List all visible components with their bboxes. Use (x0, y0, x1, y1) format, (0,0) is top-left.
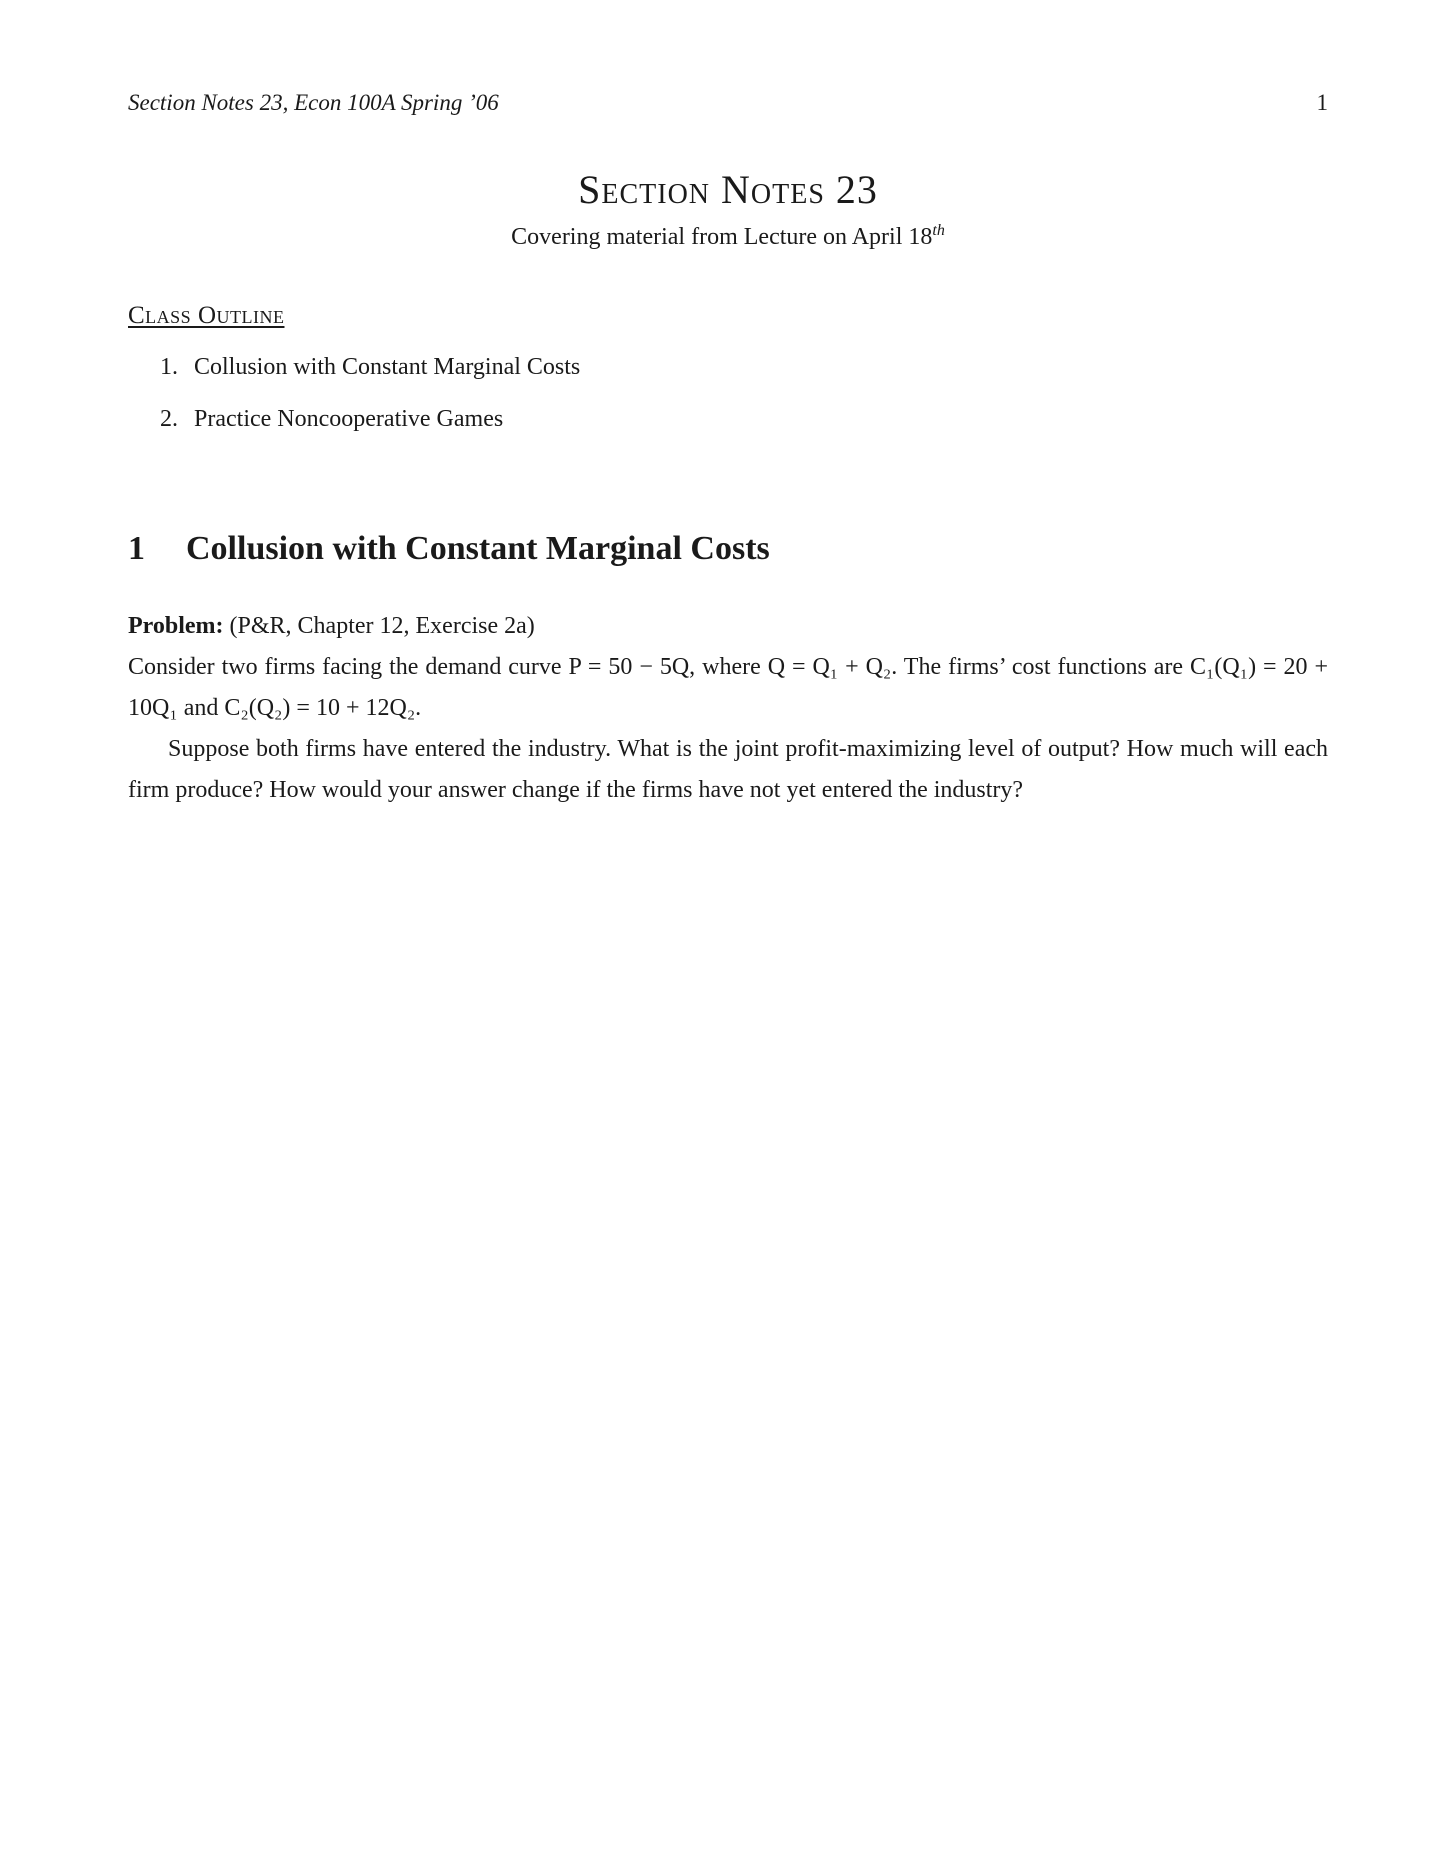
running-title: Section Notes 23, Econ 100A Spring ’06 (128, 90, 499, 115)
problem-paragraph-2: Suppose both firms have entered the industry. What is the joint profit-maximizing level of output? How much will each firm produce? How would your answer change if the firms have not yet entered the industry? (128, 736, 1328, 803)
problem-block (128, 606, 1328, 811)
problem-label: Problem: (128, 613, 224, 639)
outline-item (160, 354, 580, 406)
page-number: 1 (1316, 90, 1328, 115)
problem-paragraph-1: Consider two firms facing the demand curve P = 50 − 5Q, where Q = Q₁ + Q₂. The firms’ cost functions are C₁(Q₁) = 20 + 10Q₁ and C₂(Q₂) = 10 + 12Q₂. (128, 654, 1328, 721)
subtitle-superscript: th (932, 222, 945, 239)
section-heading (128, 530, 770, 568)
document-title: Section Notes 23 (578, 167, 878, 212)
section-number: 1 (128, 530, 145, 567)
outline-item-number: 1. (160, 354, 178, 380)
running-header (128, 90, 1328, 116)
outline-item-text: Collusion with Constant Marginal Costs (194, 354, 581, 380)
class-outline-heading: Class Outline (128, 302, 285, 329)
problem-header (128, 606, 1328, 647)
section-title: Collusion with Constant Marginal Costs (186, 530, 770, 567)
class-outline-list (160, 354, 580, 458)
outline-item-number: 2. (160, 406, 178, 432)
problem-source: (P&R, Chapter 12, Exercise 2a) (229, 613, 535, 639)
outline-item-text: Practice Noncooperative Games (194, 406, 504, 432)
subtitle-text: Covering material from Lecture on April 18 (511, 224, 933, 250)
document-subtitle (128, 222, 1328, 251)
outline-item (160, 406, 580, 458)
